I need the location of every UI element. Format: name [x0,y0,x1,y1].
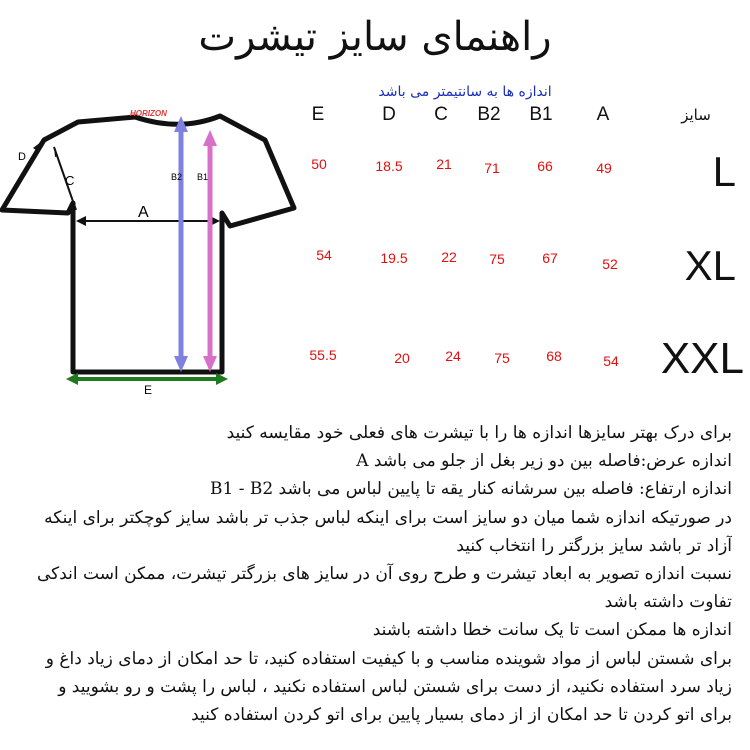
cell-xxl-b2: 75 [494,350,510,366]
column-header-c: C [434,104,448,125]
b1-label: B1 [197,172,209,182]
cell-xl-e: 54 [316,247,332,263]
note-line: اندازه ارتفاع: فاصله بین سرشانه کنار یقه تا پایین لباس می باشد B1 - B2 [209,479,732,500]
note-line: آزاد تر باشد سایز بزرگتر را انتخاب کنید [456,535,732,556]
cell-l-e: 50 [311,156,327,172]
cell-xl-b2: 75 [489,251,505,267]
cell-l-a: 49 [596,160,612,176]
note-line: اندازه ها ممکن است تا یک سانت خطا داشته باشند [372,620,732,641]
cell-xxl-e: 55.5 [309,347,337,363]
b1-arrow [203,130,217,372]
cell-l-b1: 66 [537,158,553,174]
note-line: در صورتیکه اندازه شما میان دو سایز است برای اینکه لباس جذب تر باشد سایز کوچکتر برای اینکه [44,507,732,528]
size-label-l: L [712,148,736,195]
note-line: تفاوت داشته باشد [604,592,732,613]
column-header-e: E [311,104,325,125]
cell-xxl-c: 24 [445,348,461,364]
units-note: اندازه ها به سانتیمتر می باشد [378,84,552,100]
note-line: برای شستن لباس از مواد شوینده مناسب و با کیفیت استفاده کنید، تا حد امکان از دمای زیاد داغ و [45,648,732,669]
b2-label: B2 [171,172,183,182]
cell-xxl-d: 20 [394,350,410,366]
a-label: A [138,204,149,221]
tshirt-diagram [0,100,300,400]
column-header-b2: B2 [477,104,501,125]
c-label: C [65,173,75,188]
note-line: اندازه عرض:فاصله بین دو زیر بغل از جلو می باشد A [356,451,732,472]
column-header-b1: B1 [529,104,553,125]
cell-xl-c: 22 [441,249,457,265]
cell-l-d: 18.5 [375,158,403,174]
e-label: E [144,383,153,397]
column-header-a: A [596,104,610,125]
cell-xl-b1: 67 [542,250,558,266]
page-title: راهنمای سایز تیشرت [198,14,552,60]
column-header-d: D [382,104,396,125]
cell-l-b2: 71 [484,160,500,176]
size-label-xxl: XXL [660,334,744,383]
note-line: برای درک بهتر سایزها اندازه ها را با تیشرت های فعلی خود مقایسه کنید [226,423,732,443]
d-label: D [18,151,26,163]
size-column-header: سایز [681,106,711,124]
cell-xl-a: 52 [602,256,618,272]
cell-xxl-a: 54 [603,353,619,369]
cell-l-c: 21 [436,156,452,172]
note-line: نسبت اندازه تصویر به ابعاد تیشرت و طرح روی آن در سایز های بزرگتر تیشرت، ممکن است اندکی [36,564,732,585]
cell-xl-d: 19.5 [380,250,408,266]
size-label-xl: XL [684,242,736,289]
brand-logo: HORIZON [130,109,167,118]
note-line: برای اتو کردن تا حد امکان از از دمای بسیار پایین برای اتو کردن استفاده کنید [191,705,732,726]
tshirt-outline [2,116,294,372]
cell-xxl-b1: 68 [546,348,562,364]
size-guide-notes [20,419,732,729]
note-line: زیاد سرد استفاده نکنید، از دست برای شستن لباس استفاده نکنید ، لباس را پشت و رو بشویید و [58,676,732,697]
b2-arrow [174,116,188,372]
